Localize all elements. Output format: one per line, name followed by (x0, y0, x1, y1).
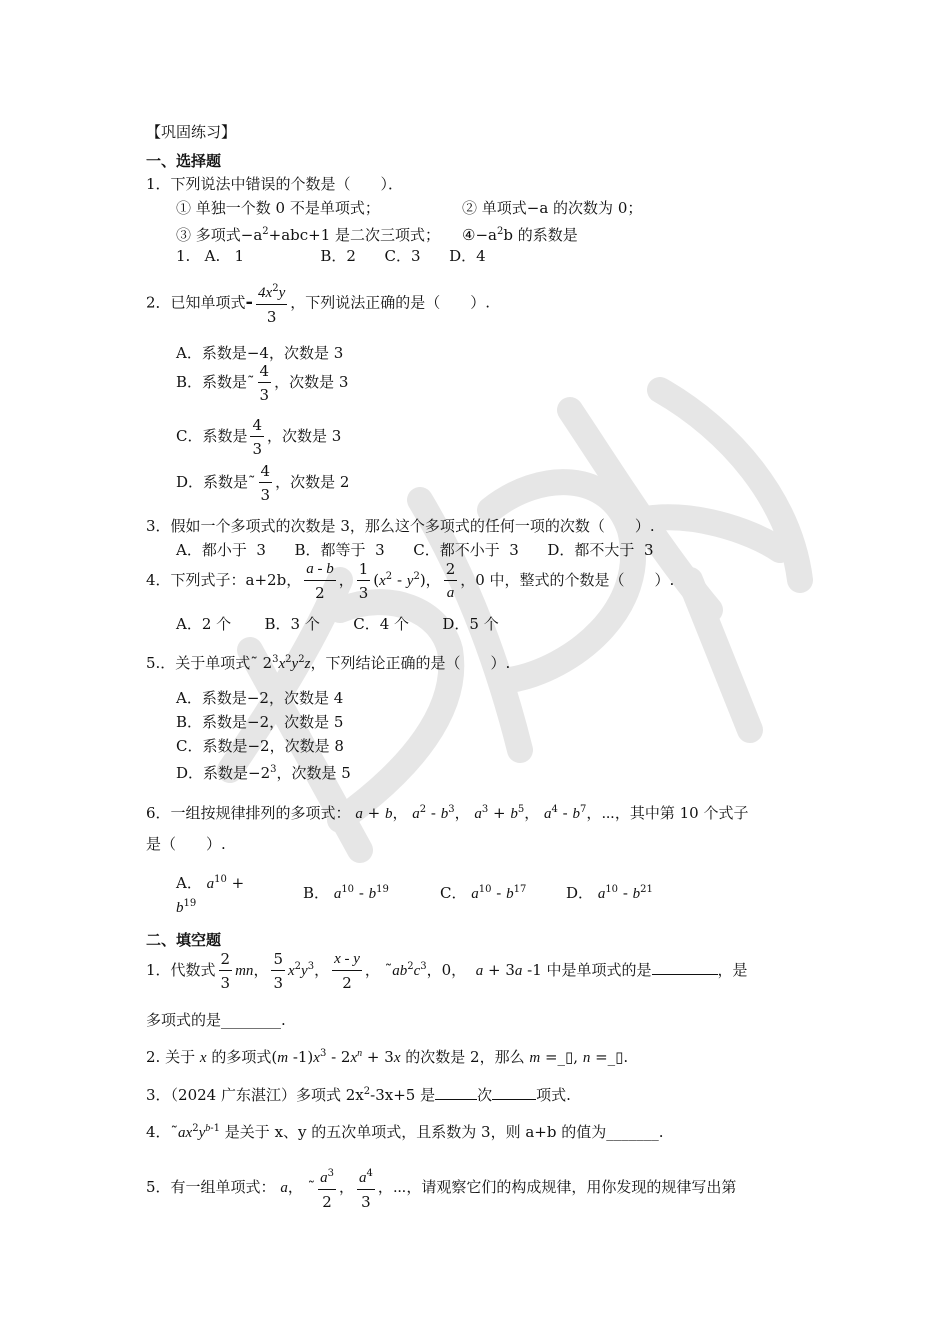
q6-option-a: A． $a^{10}$ + (176, 874, 245, 892)
q5-option-d: D．系数是$-2^3$，次数是 5 (176, 764, 351, 782)
q5-option-a: A．系数是−2，次数是 4 (176, 689, 344, 707)
q2-option-a: A．系数是−4，次数是 3 (176, 344, 344, 362)
q1-statement-2: ② 单项式−a 的次数为 0； (462, 199, 643, 217)
q6-stem-line2: 是（ ）. (146, 835, 226, 853)
q3-options: A．都小于 3 B．都等于 3 C．都不小于 3 D．都不大于 3 (176, 541, 654, 559)
q5-option-c: C．系数是−2，次数是 8 (176, 737, 344, 755)
q6-option-a-cont: $b^{19}$ (176, 898, 197, 916)
f1-stem: 1．代数式 $\frac{2}{3}$ mn， $\frac{5}{3}$ $x^2y^3$， $\frac{x - y}{2}$ ， $˜ab^2c^3$，0， a + 3a -1 中是单项式的是 ，是 (146, 949, 748, 992)
q1-statement-3: ③ 多项式$-a^2+abc+1$ 是二次三项式； (176, 226, 441, 244)
f5-stem: 5．有一组单项式： a， ˜ $\frac{a^3}{2}$ ， $\frac{a^4}{3}$ ，⋯，请观察它们的构成规律，用你发现的规律写出第 (146, 1162, 736, 1214)
q4-stem: 4．下列式子：a+2b， $\frac{a - b}{2}$ ， $\frac{1}{3}$ $(x^2 - y^2)$， $\frac{2}{a}$ ，0 中，整式的个数是（ ）. (146, 559, 675, 602)
q2-stem: 2．已知单项式- $\frac{4x^2y}{3}$ ，下列说法正确的是（ ）. (146, 278, 490, 329)
q2-option-c: C．系数是 $\frac{4}{3}$ ，次数是 3 (176, 415, 342, 458)
q4-options: A．2 个 B．3 个 C．4 个 D．5 个 (176, 615, 499, 633)
f3-stem: 3．（2024 广东湛江）多项式 $2x^2-3x+5$ 是 次 项式. (146, 1086, 571, 1104)
q5-option-b: B．系数是−2，次数是 5 (176, 713, 344, 731)
q2-option-d: D．系数是˜ $\frac{4}{3}$ ，次数是 2 (176, 461, 350, 504)
q1-options: 1. A. 1 B．2 C．3 D．4 (176, 247, 486, 265)
f4-stem: 4．$˜ax^2y^{b-1}$ 是关于 x、y 的五次单项式，且系数为 3，则 a+b 的值为_______. (146, 1123, 664, 1141)
q3-stem: 3．假如一个多项式的次数是 3，那么这个多项式的任何一项的次数（ ）. (146, 517, 655, 535)
part2-heading: 二、填空题 (146, 931, 222, 949)
q1-stem: 1．下列说法中错误的个数是（ ）． (146, 175, 404, 193)
q6-option-c: C． $a^{10} - b^{17}$ (440, 884, 527, 902)
q5-stem: 5.．关于单项式˜ $2^3x^2y^2z$，下列结论正确的是（ ）. (146, 654, 511, 672)
q1-statement-4: $④-a^2b$ 的系数是 (462, 226, 578, 244)
f2-stem: 2. 关于 x 的多项式(m $-1)x^3 - 2x^n + 3x$ 的次数是 2，那么 m =_▯, n =_▯. (146, 1048, 629, 1066)
q1-statement-1: ① 单独一个数 0 不是单项式； (176, 199, 380, 217)
part1-heading: 一、选择题 (146, 152, 222, 170)
q6-option-b: B． $a^{10} - b^{19}$ (303, 884, 389, 902)
f1-line2: 多项式的是________. (146, 1011, 286, 1029)
q6-option-d: D． $a^{10} - b^{21}$ (566, 884, 653, 902)
q2-option-b: B．系数是˜ $\frac{4}{3}$ ，次数是 3 (176, 361, 349, 404)
q6-stem: 6．一组按规律排列的多项式： a + b， $a^2 - b^3$， $a^3 + b^5$， $a^4 - b^7$，⋯，其中第 10 个式子 (146, 804, 749, 822)
section-title: 【巩固练习】 (146, 123, 237, 141)
